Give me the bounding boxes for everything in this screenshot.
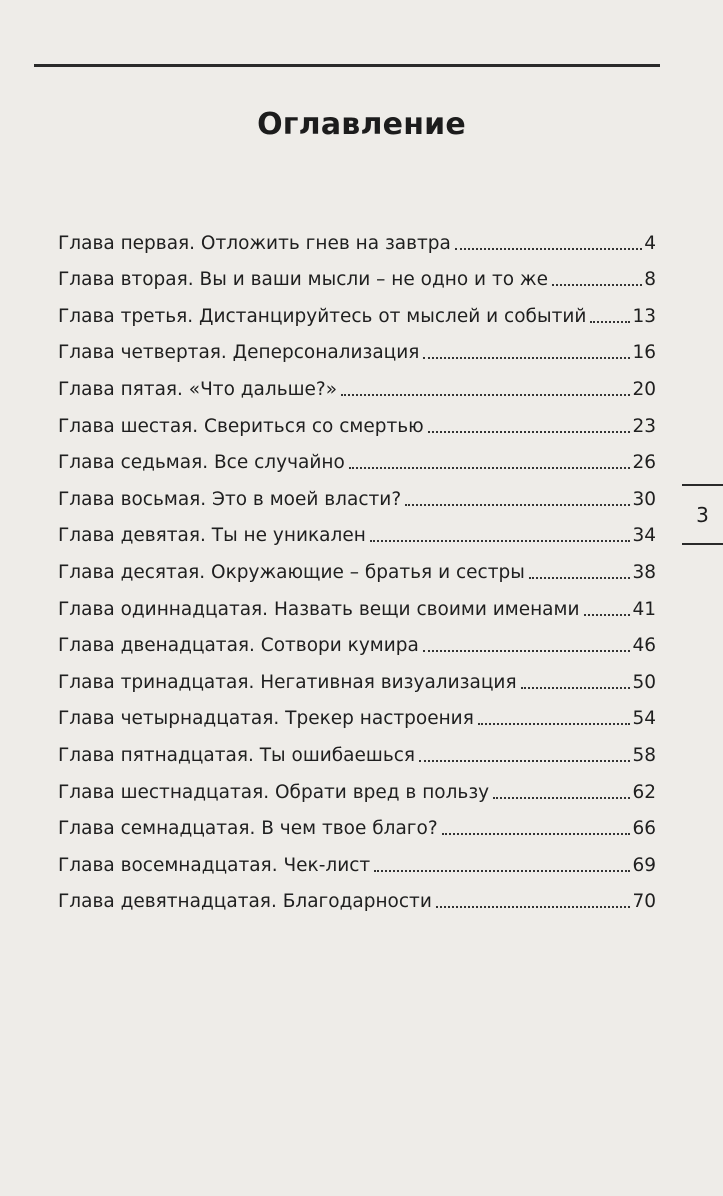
toc-entry[interactable] [58, 255, 656, 292]
toc-entry-label: Глава восьмая. Это в моей власти? [58, 488, 402, 510]
toc-entry-label: Глава четырнадцатая. Трекер настроения [58, 708, 474, 730]
dot-leader [493, 797, 630, 799]
toc-entry-label: Глава шестая. Свериться со смертью [58, 415, 424, 437]
dot-leader [521, 687, 631, 689]
side-rule-top [682, 484, 723, 486]
dot-leader [584, 614, 631, 616]
dot-leader [349, 467, 631, 469]
toc-entry[interactable] [58, 291, 656, 328]
toc-entry-page: 23 [632, 415, 656, 437]
toc-entry-page: 8 [644, 269, 656, 291]
toc-entry-page: 66 [632, 818, 656, 840]
toc-entry-page: 16 [632, 342, 656, 364]
toc-entry-label: Глава девятнадцатая. Благодарности [58, 891, 432, 913]
dot-leader [341, 394, 630, 396]
dot-leader [552, 284, 642, 286]
toc-entry[interactable] [58, 401, 656, 438]
toc-entry-label: Глава пятая. «Что дальше?» [58, 378, 338, 400]
toc-entry-page: 34 [632, 525, 656, 547]
toc-entry[interactable] [58, 840, 656, 877]
toc-entry-page: 20 [632, 378, 656, 400]
side-rule-bottom [682, 543, 723, 545]
toc-entry-page: 58 [632, 744, 656, 766]
toc-entry-page: 69 [632, 854, 656, 876]
toc-entry-label: Глава двенадцатая. Сотвори кумира [58, 635, 419, 657]
dot-leader [436, 906, 631, 908]
toc-entry-page: 30 [632, 488, 656, 510]
toc-entry-page: 70 [632, 891, 656, 913]
toc-entry-label: Глава пятнадцатая. Ты ошибаешься [58, 744, 416, 766]
dot-leader [405, 504, 630, 506]
toc-entry-page: 13 [632, 305, 656, 327]
dot-leader [374, 870, 630, 872]
toc-entry-label: Глава семнадцатая. В чем твое благо? [58, 818, 438, 840]
dot-leader [419, 760, 630, 762]
toc-entry[interactable] [58, 584, 656, 621]
dot-leader [590, 321, 630, 323]
page-number: 3 [696, 503, 709, 527]
toc-entry-page: 38 [632, 561, 656, 583]
toc-entry-label: Глава тринадцатая. Негативная визуализация [58, 671, 517, 693]
toc-entry[interactable] [58, 730, 656, 767]
toc-entry-label: Глава четвертая. Деперсонализация [58, 342, 420, 364]
toc-entry-label: Глава вторая. Вы и ваши мысли – не одно и то же [58, 269, 548, 291]
dot-leader [428, 431, 631, 433]
dot-leader [370, 540, 631, 542]
table-of-contents [58, 218, 656, 913]
toc-entry[interactable] [58, 547, 656, 584]
toc-entry-label: Глава первая. Отложить гнев на завтра [58, 232, 451, 254]
toc-entry[interactable] [58, 218, 656, 255]
dot-leader [529, 577, 631, 579]
toc-entry-page: 4 [644, 232, 656, 254]
toc-entry-label: Глава третья. Дистанцируйтесь от мыслей и событий [58, 305, 587, 327]
toc-entry-page: 54 [632, 708, 656, 730]
toc-entry[interactable] [58, 877, 656, 914]
toc-entry-label: Глава десятая. Окружающие – братья и сестры [58, 561, 525, 583]
toc-entry[interactable] [58, 657, 656, 694]
dot-leader [442, 833, 631, 835]
toc-entry-page: 50 [632, 671, 656, 693]
dot-leader [478, 723, 631, 725]
toc-entry-page: 62 [632, 781, 656, 803]
toc-entry[interactable] [58, 621, 656, 658]
toc-entry-page: 46 [632, 635, 656, 657]
toc-entry[interactable] [58, 511, 656, 548]
toc-entry-page: 41 [632, 598, 656, 620]
toc-entry[interactable] [58, 328, 656, 365]
toc-entry[interactable] [58, 438, 656, 475]
toc-entry[interactable] [58, 767, 656, 804]
toc-entry-label: Глава седьмая. Все случайно [58, 452, 345, 474]
toc-entry-page: 26 [632, 452, 656, 474]
top-rule [34, 64, 660, 67]
toc-entry[interactable] [58, 474, 656, 511]
toc-entry[interactable] [58, 804, 656, 841]
toc-entry-label: Глава девятая. Ты не уникален [58, 525, 366, 547]
toc-entry[interactable] [58, 364, 656, 401]
toc-entry[interactable] [58, 694, 656, 731]
page-title: Оглавление [257, 107, 466, 142]
dot-leader [423, 650, 631, 652]
toc-entry-label: Глава одиннадцатая. Назвать вещи своими именами [58, 598, 580, 620]
dot-leader [455, 248, 642, 250]
dot-leader [423, 357, 630, 359]
toc-entry-label: Глава шестнадцатая. Обрати вред в пользу [58, 781, 490, 803]
toc-entry-label: Глава восемнадцатая. Чек-лист [58, 854, 371, 876]
